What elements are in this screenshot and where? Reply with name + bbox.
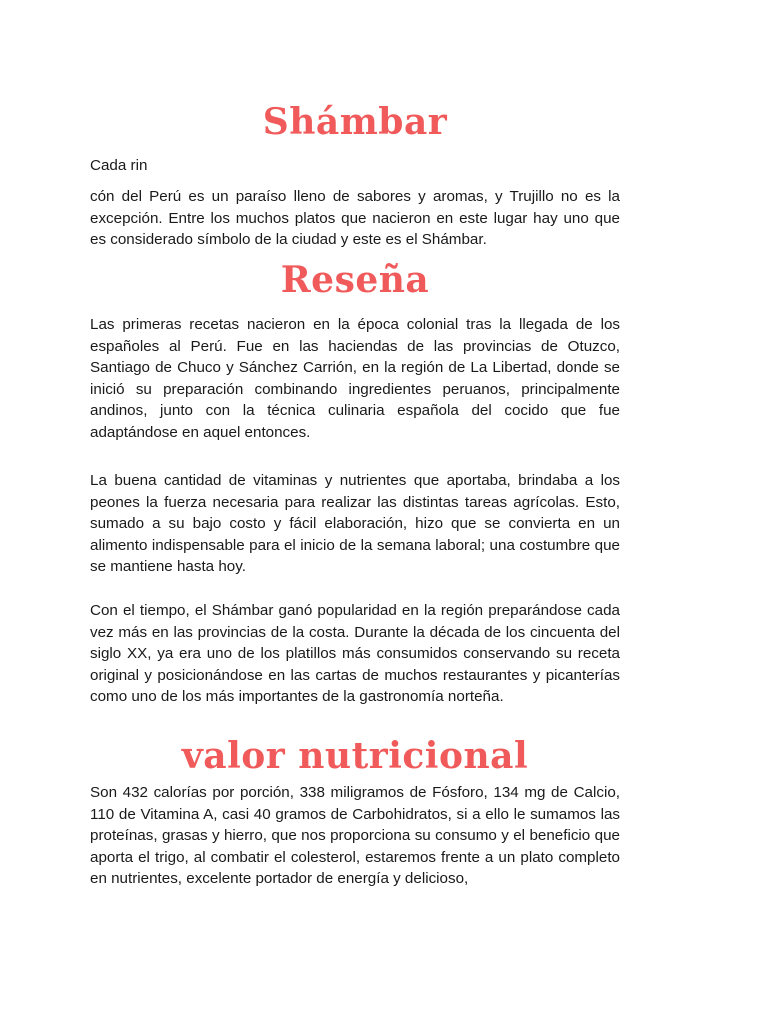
section-heading-resena: Reseña: [280, 259, 430, 301]
intro-paragraph: cón del Perú es un paraíso lleno de sabores y aromas, y Trujillo no es la excepción. Entre los muchos platos que nacieron en este lugar hay uno que es considerado símbolo de la ciudad y este es el Shámbar.: [90, 188, 620, 249]
resena-paragraph-2: La buena cantidad de vitaminas y nutrientes que aportaba, brindaba a los peones la fuerza necesaria para realizar las distintas tareas agrícolas. Esto, sumado a su bajo costo y fácil elaboración, hizo que se convierta en un alimento indispensable para el inicio de la semana laboral; una costumbre que se mantiene hasta hoy.: [90, 472, 620, 576]
section-heading-valor-nutricional: valor nutricional: [181, 735, 529, 777]
resena-paragraph-3: Con el tiempo, el Shámbar ganó popularidad en la región preparándose cada vez más en las provincias de la costa. Durante la década de los cincuenta del siglo XX, ya era uno de los platillos más consumidos conservando su receta original y posicionándose en las cartas de muchos restaurantes y picanterías como uno de los más importantes de la gastronomía norteña.: [90, 602, 620, 706]
page-title: Shámbar: [262, 101, 448, 143]
intro-line: Cada rin: [90, 157, 148, 174]
valor-nutricional-paragraph: Son 432 calorías por porción, 338 miligramos de Fósforo, 134 mg de Calcio, 110 de Vitamina A, casi 40 gramos de Carbohidratos, si a ello le sumamos las proteínas, grasas y hierro, que nos proporciona su consumo y el beneficio que aporta el trigo, al combatir el colesterol, estaremos frente a un plato completo en nutrientes, excelente portador de energía y delicioso,: [90, 784, 620, 888]
resena-paragraph-1: Las primeras recetas nacieron en la época colonial tras la llegada de los españoles al Perú. Fue en las haciendas de las provincias de Otuzco, Santiago de Chuco y Sánchez Carrión, en la región de La Libertad, donde se inició su preparación combinando ingredientes peruanos, principalmente andinos, junto con la técnica culinaria española del cocido que fue adaptándose en aquel entonces.: [90, 316, 620, 441]
